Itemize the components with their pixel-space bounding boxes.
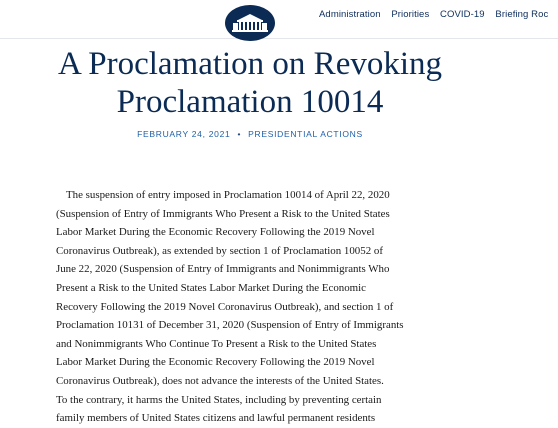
body-line: Labor Market During the Economic Recovery Following the 2019 Novel bbox=[56, 226, 375, 239]
body-line: (Suspension of Entry of Immigrants Who Present a Risk to the United States bbox=[56, 207, 390, 220]
body-line: Labor Market During the Economic Recovery Following the 2019 Novel bbox=[56, 356, 375, 369]
nav-item-administration[interactable]: Administration bbox=[319, 9, 381, 20]
page-title bbox=[30, 45, 470, 121]
white-house-building-icon bbox=[231, 11, 269, 35]
body-line: To the contrary, it harms the United States, including by preventing certain bbox=[56, 393, 382, 406]
site-header bbox=[0, 0, 558, 39]
meta-separator: • bbox=[237, 129, 242, 139]
body-line: The suspension of entry imposed in Proclamation 10014 of April 22, 2020 bbox=[66, 189, 390, 201]
body-line: Proclamation 10131 of December 31, 2020 (Suspension of Entry of Immigrants bbox=[56, 319, 404, 332]
body-line: family members of United States citizens and lawful permanent residents bbox=[56, 412, 376, 425]
nav-item-covid-19[interactable]: COVID-19 bbox=[440, 9, 485, 20]
body-line: June 22, 2020 (Suspension of Entry of Immigrants and Nonimmigrants Who bbox=[56, 263, 390, 276]
title-line: A Proclamation on Revoking bbox=[57, 46, 443, 82]
main-nav bbox=[319, 9, 556, 20]
body-line: Coronavirus Outbreak), does not advance the interests of the United States. bbox=[56, 374, 384, 387]
nav-item-briefing-room[interactable]: Briefing Roc bbox=[495, 9, 549, 20]
body-line: Coronavirus Outbreak), as extended by section 1 of Proclamation 10052 of bbox=[56, 244, 383, 257]
article-meta bbox=[0, 129, 500, 139]
body-line: and Nonimmigrants Who Continue To Present a Risk to the United States bbox=[56, 337, 377, 350]
title-line: Proclamation 10014 bbox=[116, 84, 384, 120]
publish-date: FEBRUARY 24, 2021 bbox=[137, 129, 231, 139]
body-line: Present a Risk to the United States Labor Market During the Economic bbox=[56, 281, 367, 294]
nav-item-priorities[interactable]: Priorities bbox=[391, 9, 430, 20]
article-body bbox=[56, 186, 468, 428]
category-link[interactable]: PRESIDENTIAL ACTIONS bbox=[248, 129, 363, 139]
body-line: Recovery Following the 2019 Novel Coronavirus Outbreak), and section 1 of bbox=[56, 300, 394, 313]
white-house-logo-icon[interactable] bbox=[225, 5, 275, 41]
